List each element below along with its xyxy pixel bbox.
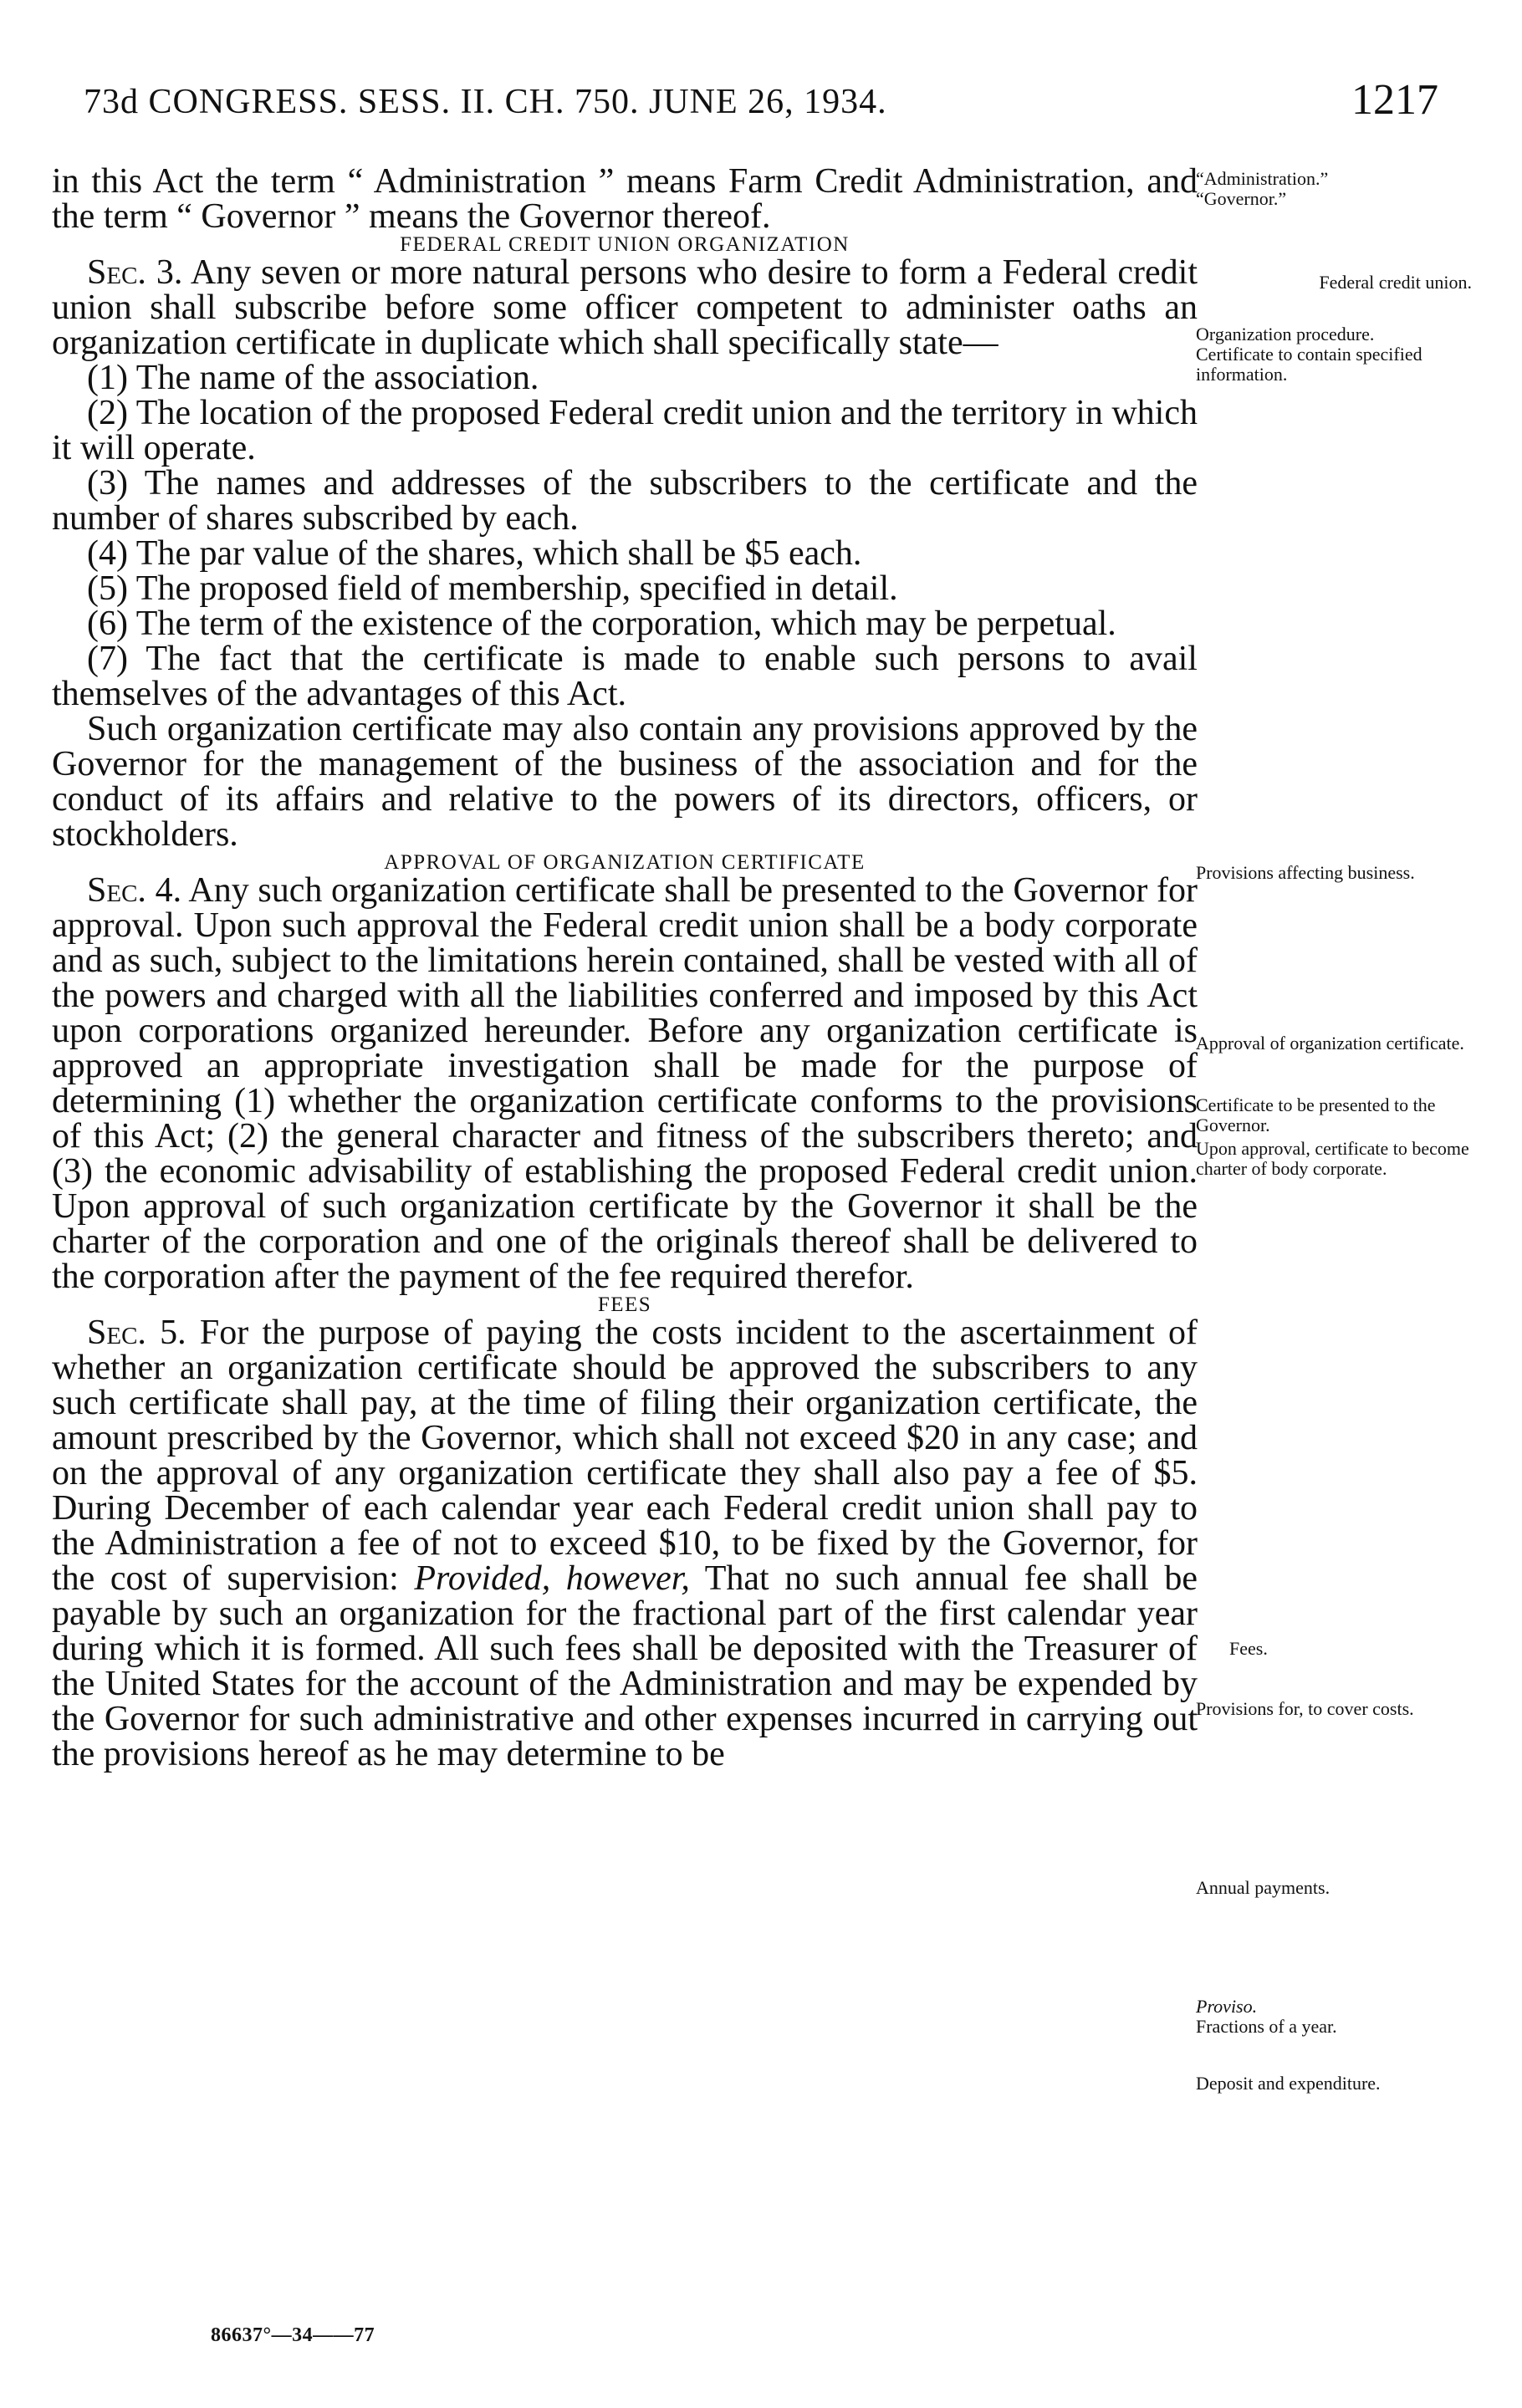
list-item: (5) The proposed field of membership, specified in detail. bbox=[87, 569, 898, 608]
margin-note-annual-payments: Annual payments. bbox=[1196, 1877, 1330, 1898]
print-code: 86637°—34——77 bbox=[211, 2324, 375, 2346]
section-5-text-b: That no such annual fee shall be payable by such an organization for the fractional part of the first calendar year during which it is formed. All such fees shall be deposited with the Treasurer of the United States for the account of the Administration and may be expended by the Governor for such administrative and other expenses incurred in carrying out the provisions hereof as he may determine to be bbox=[52, 1559, 1198, 1773]
page-header bbox=[84, 76, 1438, 132]
section-4-paragraph bbox=[52, 873, 1198, 1294]
running-title: 73d CONGRESS. SESS. II. CH. 750. JUNE 26, 1934. bbox=[84, 83, 887, 121]
intro-paragraph: in this Act the term “ Administration ” means Farm Credit Administration, and the term “ Governor ” means the Governor thereof. bbox=[52, 162, 1198, 236]
page-number: 1217 bbox=[1351, 76, 1438, 124]
section-5-paragraph bbox=[52, 1315, 1198, 1772]
main-text bbox=[52, 164, 1198, 1772]
margin-note-approval: Approval of organization certificate. bbox=[1196, 1033, 1464, 1054]
section-4-label: Sec. 4. bbox=[87, 871, 182, 910]
list-item: (2) The location of the proposed Federal credit union and the territory in which it will operate. bbox=[52, 394, 1198, 467]
margin-note-deposit: Deposit and expenditure. bbox=[1196, 2073, 1381, 2094]
section-3-closing: Such organization certificate may also contain any provisions approved by the Governor for the management of the business of the association and for the conduct of its affairs and relative to the powers of its directors, officers, or stockholders. bbox=[52, 710, 1198, 854]
margin-note-provisions-costs: Provisions for, to cover costs. bbox=[1196, 1698, 1414, 1719]
section-5-heading: FEES bbox=[597, 1293, 652, 1316]
list-item: (3) The names and addresses of the subscribers to the certificate and the number of shares subscribed by each. bbox=[52, 464, 1198, 538]
section-4-heading: APPROVAL OF ORGANIZATION CERTIFICATE bbox=[384, 851, 866, 874]
list-item: (6) The term of the existence of the corporation, which may be perpetual. bbox=[87, 605, 1116, 643]
section-5-label: Sec. 5. bbox=[87, 1314, 186, 1352]
margin-note-definitions: “Administration.” “Governor.” bbox=[1196, 168, 1329, 209]
section-4-text: Any such organization certificate shall be presented to the Governor for approval. Upon such approval the Federal credit union shall be a body corporate and as such, subject to the limitations herein contained, shall be vested with all of the powers and charged with all the liabilities conferred and imposed by this Act upon corporations organized hereunder. Before any organization certificate is approved an appropriate investigation shall be made for the purpose of determining (1) whether the organization certificate conforms to the provisions of this Act; (2) the general character and fitness of the subscribers thereto; and (3) the economic advisability of establishing the proposed Federal credit union. Upon approval of such organization certificate by the Governor it shall be the charter of the corporation and one of the originals thereof shall be delivered to the corporation after the payment of the fee required therefor. bbox=[52, 871, 1198, 1296]
margin-note-fees: Fees. bbox=[1229, 1638, 1268, 1659]
margin-note-provisions-business: Provisions affecting business. bbox=[1196, 862, 1415, 883]
margin-note-presented: Certificate to be presented to the Governor. bbox=[1196, 1094, 1436, 1135]
section-5-text-a: For the purpose of paying the costs incident to the ascertainment of whether an organization certificate should be approved the subscribers to any such certificate shall pay, at the time of filing their organization certificate, the amount prescribed by the Governor, which shall not exceed $20 in any case; and on the approval of any organization certificate they shall also pay a fee of $5. During December of each calendar year each Federal credit union shall pay to the Administration a fee of not to exceed $10, to be fixed by the Governor, for the cost of supervision: bbox=[52, 1314, 1198, 1598]
margin-note-federal-credit-union: Federal credit union. bbox=[1319, 272, 1472, 293]
section-3-label: Sec. 3. bbox=[87, 253, 183, 292]
margin-note-upon-approval: Upon approval, certificate to become charter of body corporate. bbox=[1196, 1138, 1469, 1179]
list-item: (1) The name of the association. bbox=[87, 359, 539, 397]
section-3-paragraph bbox=[52, 255, 1198, 360]
margin-note-proviso: Proviso. Fractions of a year. bbox=[1196, 1996, 1337, 2037]
list-item: (7) The fact that the certificate is made to enable such persons to avail themselves of the advantages of this Act. bbox=[52, 640, 1198, 713]
section-3-heading: FEDERAL CREDIT UNION ORGANIZATION bbox=[400, 233, 850, 256]
proviso-phrase: Provided, however, bbox=[414, 1559, 690, 1598]
section-3-text: Any seven or more natural persons who desire to form a Federal credit union shall subscribe before some officer competent to administer oaths an organization certificate in duplicate which shall specifically state— bbox=[52, 253, 1198, 362]
list-item: (4) The par value of the shares, which shall be $5 each. bbox=[87, 534, 862, 573]
margin-note-organization: Organization procedure. Certificate to contain specified information. bbox=[1196, 324, 1422, 385]
